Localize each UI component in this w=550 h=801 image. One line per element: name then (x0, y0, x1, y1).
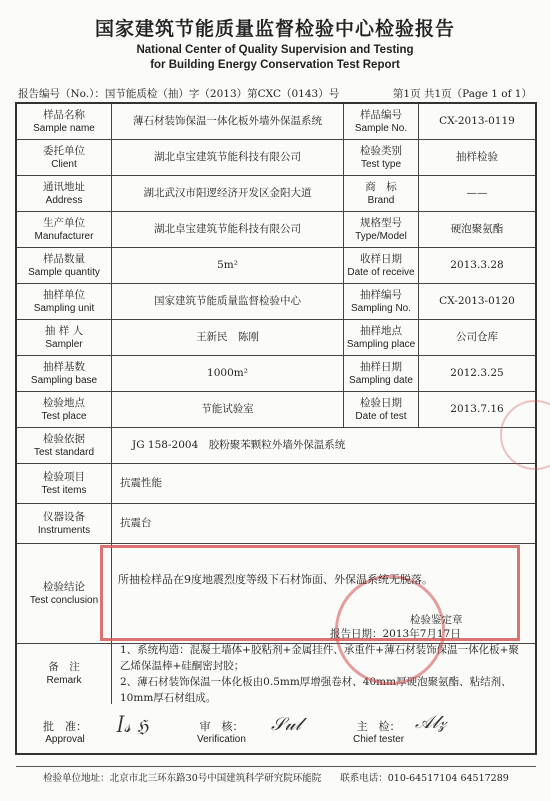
approval-signature: ꟾ𝓈 ℌ (117, 716, 149, 737)
label-brand-en: Brand (367, 194, 395, 206)
label-test-items: 检验项目 (43, 470, 85, 483)
value-receive-date: 2013.3.28 (450, 259, 504, 271)
label-quantity-en: Sample quantity (28, 266, 100, 278)
value-sampling-base: 1000m² (112, 356, 344, 391)
row-instruments (17, 504, 535, 544)
label-test-date-en: Date of test (355, 410, 407, 422)
label-sampling-no-en: Sampling No. (350, 302, 412, 314)
label-client: 委托单位 (43, 144, 85, 157)
value-test-date: 2013.7.16 (450, 403, 504, 415)
label-manufacturer-en: Manufacturer (34, 230, 94, 242)
value-sample-no: CX-2013-0119 (439, 115, 515, 127)
label-sampler-en: Sampler (45, 338, 83, 350)
label-instruments-en: Instruments (37, 524, 91, 536)
label-address-en: Address (45, 194, 83, 206)
value-instruments: 抗震台 (120, 517, 152, 529)
approval-label-en: Approval (45, 734, 85, 745)
row-test-items (17, 464, 535, 504)
chief-tester-label: 主 检： (356, 720, 401, 733)
report-number: 报告编号（No.）：国节能质检（抽）字（2013）第CXC（0143）号 (18, 88, 340, 100)
label-sampling-place-en: Sampling place (346, 338, 416, 350)
value-client: 湖北卓宝建筑节能科技有限公司 (112, 140, 344, 175)
row-address (17, 176, 535, 212)
row-sampling-unit (17, 284, 535, 320)
label-sample-name: 样品名称 (43, 108, 85, 121)
label-test-type-en: Test type (360, 158, 402, 170)
value-test-items: 抗震性能 (120, 477, 162, 489)
label-test-place: 检验地点 (43, 396, 85, 409)
value-test-standard: JG 158-2004 胶粉聚苯颗粒外墙外保温系统 (132, 439, 346, 451)
label-receive-date: 收样日期 (360, 252, 402, 265)
row-sampling-base (17, 356, 535, 392)
label-sampling-base-en: Sampling base (30, 374, 98, 386)
value-address: 湖北武汉市阳逻经济开发区金阳大道 (112, 176, 344, 211)
verification-signature: 𝒮𝓊𝓁 (271, 714, 302, 735)
value-brand: —— (466, 187, 488, 199)
report-title-cn: 国家建筑节能质量监督检验中心检验报告 (94, 18, 455, 40)
label-quantity: 样品数量 (43, 252, 85, 265)
label-address: 通讯地址 (43, 180, 85, 193)
row-sample-name (17, 104, 535, 140)
label-sampling-date: 抽样日期 (360, 360, 402, 373)
conclusion-text: 所抽检样品在9度地震烈度等级下石材饰面、外保温系统无脱落。 (118, 573, 433, 586)
report-title-en-line2: for Building Energy Conservation Test Report (150, 59, 400, 71)
label-remark-en: Remark (46, 675, 82, 686)
label-sample-no: 样品编号 (360, 108, 402, 121)
label-client-en: Client (51, 158, 77, 170)
page-info: 第1页 共1页（Page 1 of 1） (392, 88, 532, 100)
row-sampler (17, 320, 535, 356)
label-test-place-en: Test place (41, 410, 87, 422)
label-test-items-en: Test items (41, 484, 87, 496)
remark-line-1: 1、系统构造：混凝土墙体+胶粘剂+金属挂件、承重件+薄石材装饰保温一体化板+聚乙烯保温棒+硅酮密封胶； (120, 644, 519, 672)
chief-tester-label-en: Chief tester (353, 734, 405, 745)
value-manufacturer: 湖北卓宝建筑节能科技有限公司 (112, 212, 344, 247)
label-test-type: 检验类别 (360, 144, 402, 157)
row-quantity (17, 248, 535, 284)
value-sampling-unit: 国家建筑节能质量监督检验中心 (112, 284, 344, 319)
remark-line-2: 2、薄石材装饰保温一体化板由0.5mm厚增强卷材、40mm厚硬泡聚氨酯、粘结剂、10mm厚石材组成。 (120, 676, 512, 704)
row-manufacturer (17, 212, 535, 248)
label-test-standard: 检验依据 (43, 432, 85, 445)
value-sampling-place: 公司仓库 (456, 331, 498, 343)
label-brand: 商 标 (365, 180, 397, 193)
label-sampling-base: 抽样基数 (43, 360, 85, 373)
label-sample-no-en: Sample No. (354, 122, 408, 134)
value-sampling-date: 2012.3.25 (450, 367, 504, 379)
label-type-model: 规格型号 (360, 216, 402, 229)
signature-row (15, 712, 537, 750)
row-client (17, 140, 535, 176)
value-sampler: 王新民 陈刚 (112, 320, 344, 355)
value-sampling-no: CX-2013-0120 (439, 295, 515, 307)
label-sampling-date-en: Sampling date (349, 374, 413, 386)
label-sampling-place: 抽样地点 (360, 324, 402, 337)
report-table (15, 102, 537, 755)
label-test-standard-en: Test standard (33, 446, 95, 458)
chief-tester-signature: 𝒜𝓁𝓏 (415, 712, 447, 733)
verification-label-en: Verification (197, 734, 246, 745)
label-test-date: 检验日期 (360, 396, 402, 409)
label-remark: 备 注 (48, 661, 80, 673)
label-type-model-en: Type/Model (355, 230, 407, 242)
label-receive-date-en: Date of receive (347, 266, 415, 278)
label-manufacturer: 生产单位 (43, 216, 85, 229)
value-type-model: 硬泡聚氨酯 (450, 223, 504, 235)
row-test-standard (17, 428, 535, 464)
value-test-type: 抽样检验 (456, 151, 498, 163)
label-conclusion: 检验结论 (43, 580, 85, 593)
report-title-en-line1: National Center of Quality Supervision and Testing (136, 44, 414, 56)
verification-label: 审 核： (199, 720, 244, 733)
report-date: 报告日期：2013年7月17日 (330, 628, 461, 640)
row-remark (17, 644, 535, 704)
label-sample-name-en: Sample name (33, 122, 95, 134)
footer-address: 检验单位地址：北京市北三环东路30号中国建筑科学研究院环能院 联系电话：010-64517104 64517289 (16, 766, 536, 784)
row-test-place (17, 392, 535, 428)
label-sampler: 抽 样 人 (44, 324, 84, 337)
approval-label: 批 准： (43, 720, 87, 733)
label-sampling-no: 抽样编号 (360, 288, 402, 301)
value-test-place: 节能试验室 (112, 392, 344, 427)
seal-label: 检验鉴定章 (410, 614, 463, 626)
label-sampling-unit-en: Sampling unit (33, 302, 95, 314)
value-sample-name: 薄石材装饰保温一体化板外墙外保温系统 (112, 104, 344, 139)
label-instruments: 仪器设备 (43, 510, 85, 523)
label-conclusion-en: Test conclusion (29, 594, 99, 606)
label-sampling-unit: 抽样单位 (43, 288, 85, 301)
value-quantity: 5m² (112, 248, 344, 283)
